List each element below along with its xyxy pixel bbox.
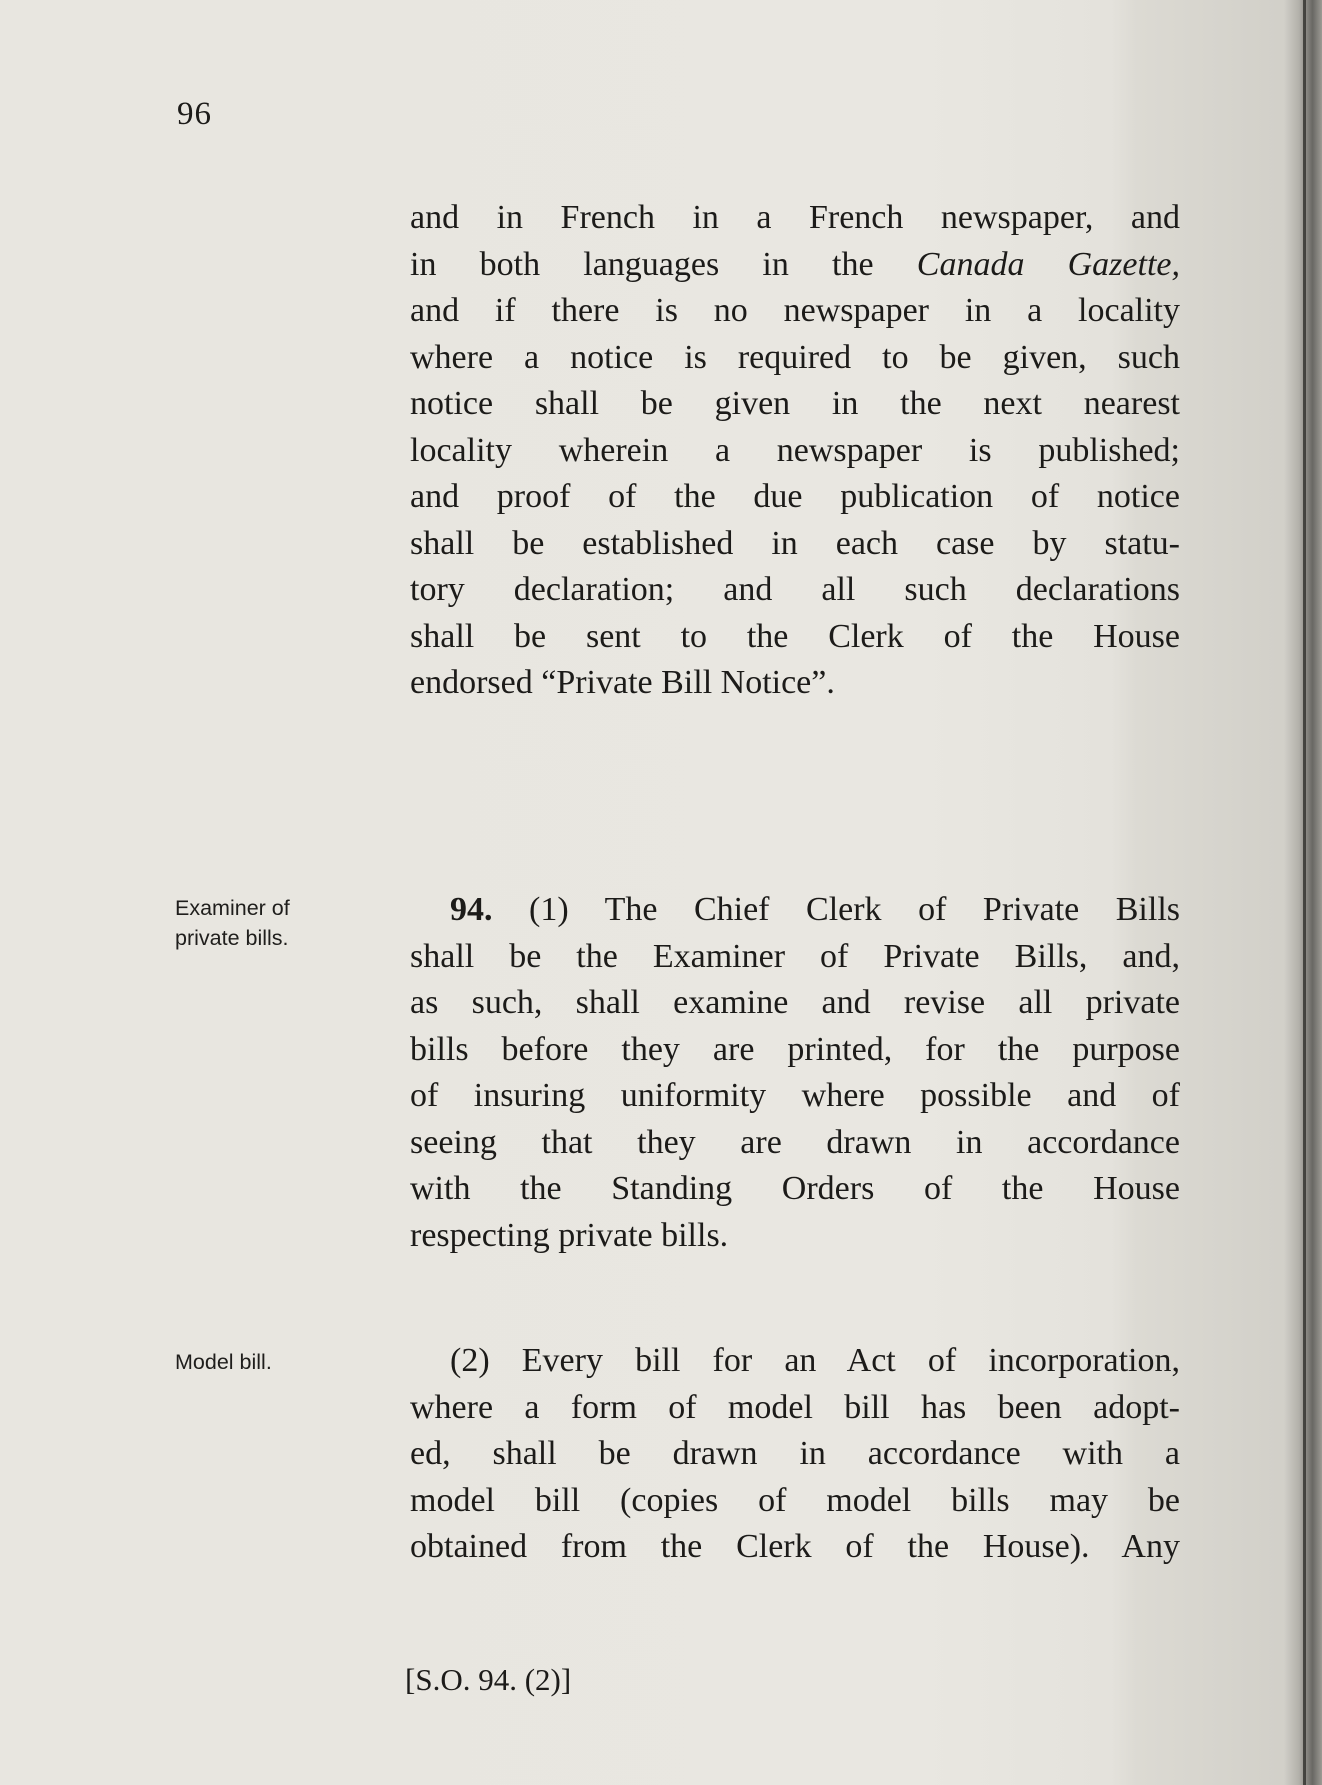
text-line: obtained from the Clerk of the House). Any bbox=[410, 1528, 1180, 1565]
page-number: 96 bbox=[177, 96, 212, 132]
canada-gazette-italic: Canada Gazette, bbox=[916, 245, 1180, 283]
text-line: where a form of model bill has been adopt- bbox=[410, 1388, 1180, 1426]
text-line: where a notice is required to be given, such bbox=[410, 338, 1180, 376]
text-line: and proof of the due publication of notice bbox=[410, 478, 1180, 515]
text-line: with the Standing Orders of the House bbox=[410, 1170, 1180, 1207]
margin-note-model-bill: Model bill. bbox=[175, 1350, 272, 1374]
text-line: shall be the Examiner of Private Bills, and, bbox=[410, 937, 1180, 975]
spine-edge bbox=[1303, 0, 1306, 1785]
text-line: respecting private bills. bbox=[410, 1216, 729, 1254]
text-line: of insuring uniformity where possible and of bbox=[410, 1077, 1180, 1114]
margin-note-examiner bbox=[175, 893, 290, 953]
paragraph-notice-publication bbox=[410, 195, 1180, 707]
section-number: 94. bbox=[450, 891, 493, 928]
text-line: and in French in a French newspaper, and bbox=[410, 199, 1180, 236]
text-line: and if there is no newspaper in a locality bbox=[410, 292, 1180, 329]
text-line: shall be established in each case by statu- bbox=[410, 524, 1180, 562]
margin-note-line: Examiner of bbox=[175, 896, 290, 920]
text-line: bills before they are printed, for the purpose bbox=[410, 1030, 1180, 1068]
text-line: 94. (1) The Chief Clerk of Private Bills bbox=[450, 891, 1180, 928]
section-94-paragraph bbox=[410, 887, 1180, 1259]
text-line: locality wherein a newspaper is published; bbox=[410, 431, 1180, 469]
text-line: (2) Every bill for an Act of incorporation, bbox=[450, 1342, 1180, 1379]
text-line: ed, shall be drawn in accordance with a bbox=[410, 1435, 1180, 1472]
text-line: model bill (copies of model bills may be bbox=[410, 1481, 1180, 1519]
text-line: as such, shall examine and revise all private bbox=[410, 984, 1180, 1021]
text-line: notice shall be given in the next nearest bbox=[410, 385, 1180, 422]
text-line: in both languages in the Canada Gazette, bbox=[410, 245, 1180, 283]
subsection-2-paragraph bbox=[410, 1338, 1180, 1571]
text-line: tory declaration; and all such declarations bbox=[410, 571, 1180, 608]
margin-note-line: private bills. bbox=[175, 926, 289, 950]
text-line: seeing that they are drawn in accordance bbox=[410, 1123, 1180, 1161]
text-line: endorsed “Private Bill Notice”. bbox=[410, 664, 835, 701]
text-line: shall be sent to the Clerk of the House bbox=[410, 617, 1180, 655]
standing-order-citation: [S.O. 94. (2)] bbox=[405, 1662, 572, 1697]
